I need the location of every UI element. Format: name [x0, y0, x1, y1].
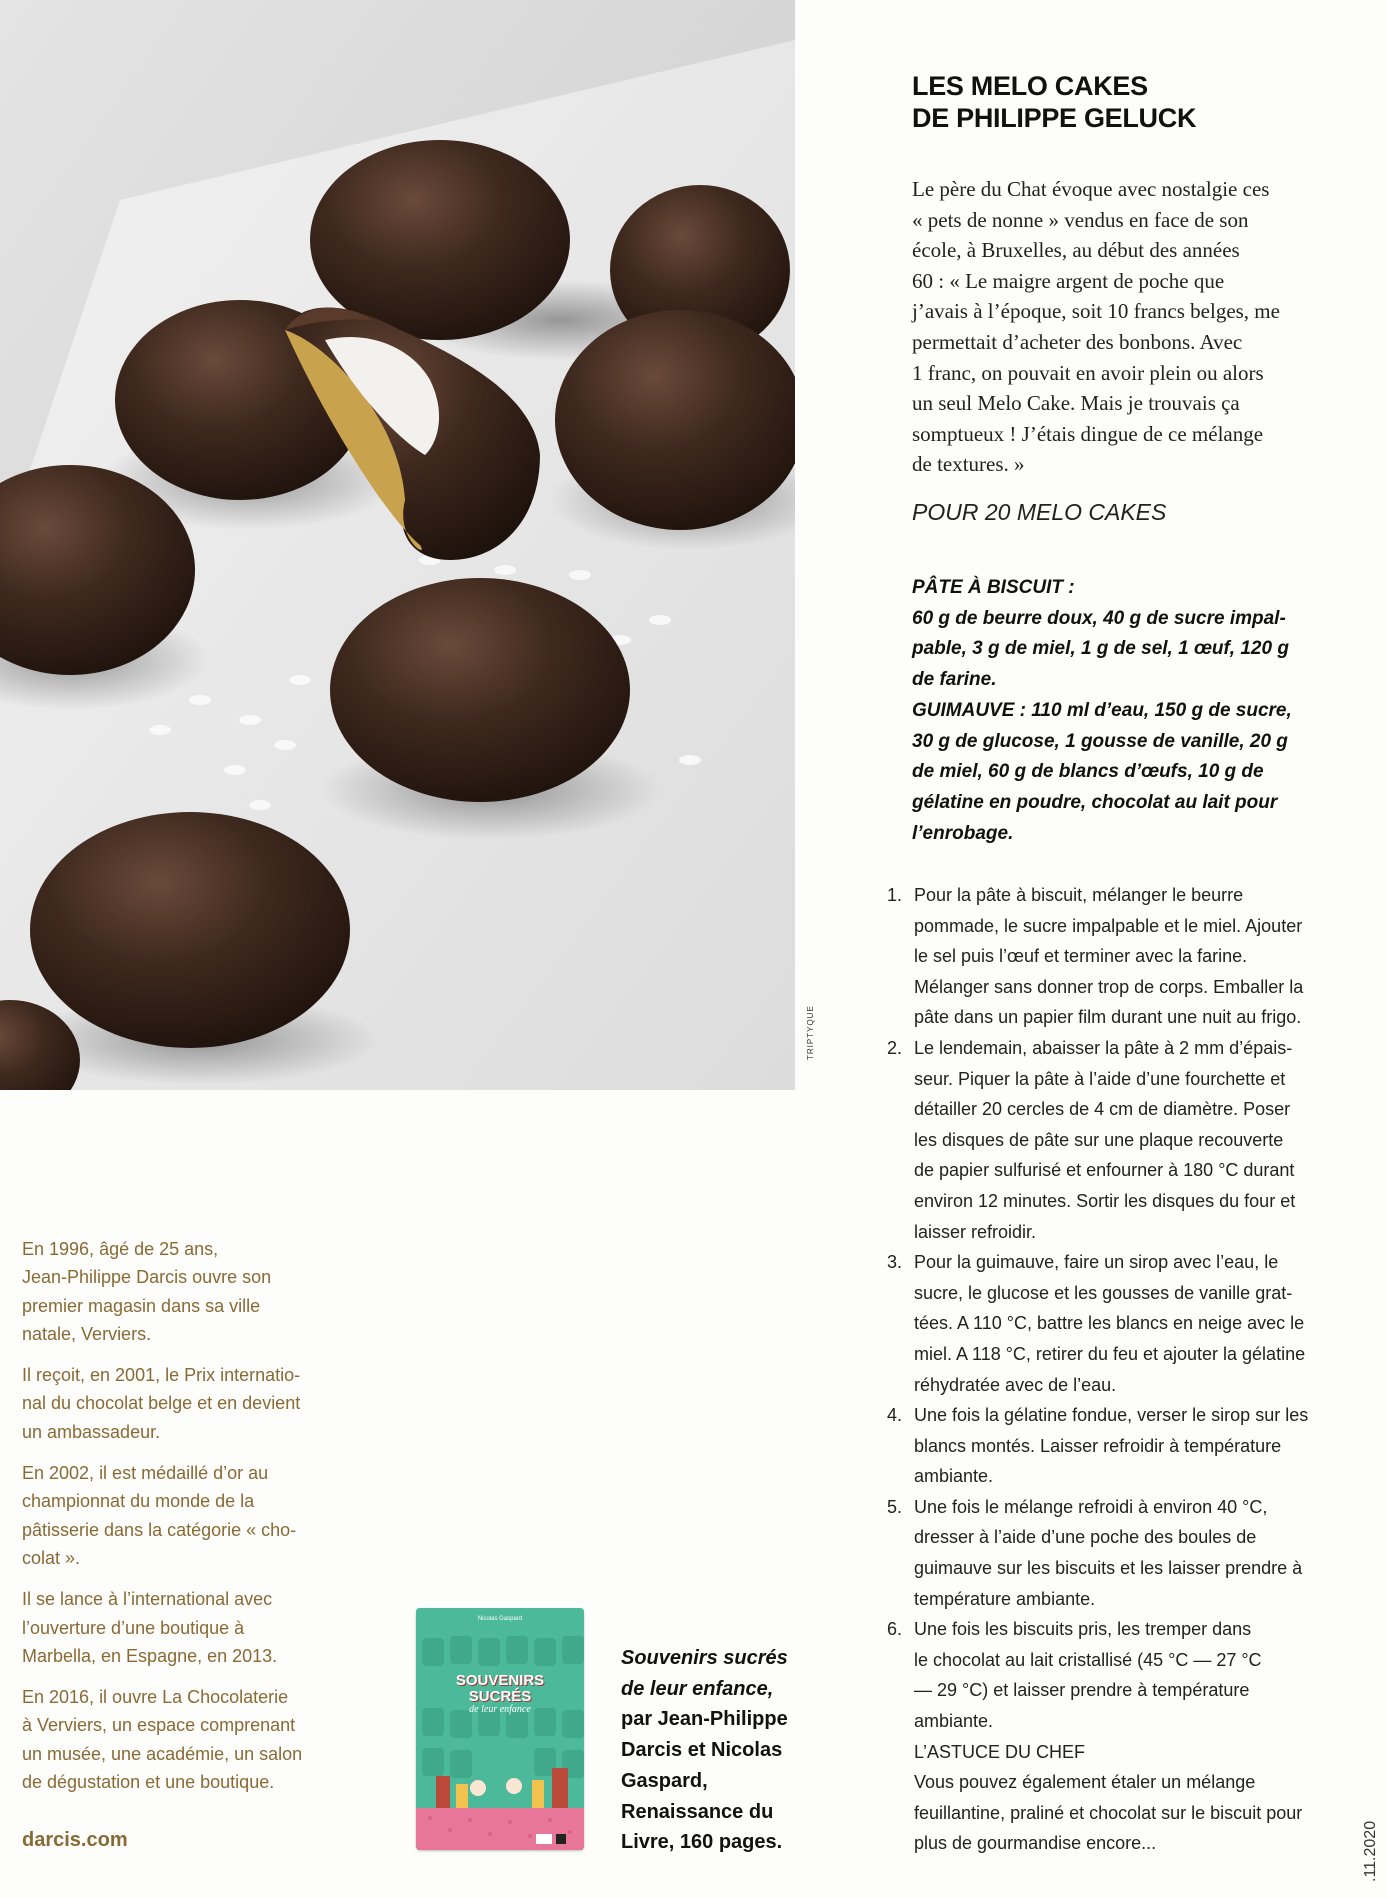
recipe-steps: [887, 880, 1357, 1859]
step-text-line: Le lendemain, abaisser la pâte à 2 mm d’épais-: [914, 1037, 1293, 1058]
book-caption: [621, 1643, 821, 1858]
bio-line: un musée, une académie, un salon: [22, 1743, 303, 1764]
bio-line: championnat du monde de la: [22, 1491, 255, 1512]
bio-line: Il reçoit, en 2001, le Prix internatio-: [22, 1365, 301, 1386]
step-text-line: seur. Piquer la pâte à l’aide d’une fourchette et: [914, 1068, 1286, 1089]
step-text-line: détailler 20 cercles de 4 cm de diamètre. Poser: [914, 1099, 1291, 1120]
edge-bleed-text: [0, 1245, 12, 1385]
step-number: 3.: [887, 1252, 903, 1273]
bio-line: En 2002, il est médaillé d’or au: [22, 1463, 269, 1484]
step-text-line: Une fois les biscuits pris, les tremper dans: [914, 1619, 1252, 1640]
ingredient-line: 60 g de beurre doux, 40 g de sucre impal-: [912, 607, 1286, 629]
ingredient-line: 30 g de glucose, 1 gousse de vanille, 20 g: [912, 730, 1288, 752]
recipe-step: [887, 1400, 1357, 1492]
ingredient-line: PÂTE À BISCUIT :: [912, 577, 1075, 598]
intro-line: permettait d’acheter des bonbons. Avec: [912, 329, 1243, 354]
intro-line: Le père du Chat évoque avec nostalgie ces: [912, 177, 1270, 201]
caption-line: par Jean-Philippe: [621, 1708, 788, 1731]
recipe-step: [887, 1247, 1357, 1400]
ingredient-line: de farine.: [912, 669, 997, 691]
step-text-line: Pour la guimauve, faire un sirop avec l’eau, le: [914, 1252, 1279, 1273]
bio-line: l’ouverture d’une boutique à: [22, 1617, 245, 1638]
intro-line: 1 franc, on pouvait en avoir plein ou alors: [912, 360, 1264, 385]
recipe-step: [887, 1033, 1357, 1247]
book-title: SUCRÉS: [468, 1688, 532, 1705]
caption-line: de leur enfance,: [621, 1677, 774, 1700]
ingredient-line: gélatine en poudre, chocolat au lait pour: [912, 791, 1278, 813]
bio-line: En 2016, il ouvre La Chocolaterie: [22, 1687, 289, 1708]
intro-line: un seul Melo Cake. Mais je trouvais ça: [912, 391, 1240, 416]
chef-tip-heading: L’ASTUCE DU CHEF: [914, 1741, 1086, 1762]
chef-tip-line: plus de gourmandise encore...: [914, 1833, 1157, 1854]
recipe-title: [912, 70, 1332, 134]
step-text-line: tées. A 110 °C, battre les blancs en neige avec le: [914, 1313, 1305, 1334]
chef-tip: [887, 1737, 1357, 1859]
intro-line: 60 : « Le maigre argent de poche que: [912, 268, 1225, 293]
recipe-intro: [912, 174, 1352, 480]
intro-line: somptueux ! J’étais dingue de ce mélange: [912, 421, 1264, 446]
caption-line: Gaspard,: [621, 1769, 708, 1792]
serving-size: POUR 20 MELO CAKES: [912, 499, 1167, 525]
step-text-line: Une fois le mélange refroidi à environ 40 °C,: [914, 1496, 1268, 1517]
website-link[interactable]: darcis.com: [22, 1829, 128, 1851]
step-text-line: Pour la pâte à biscuit, mélanger le beurre: [914, 885, 1244, 905]
book-cover: [416, 1608, 584, 1850]
caption-line: Darcis et Nicolas: [621, 1739, 783, 1762]
bio-paragraph: [22, 1683, 352, 1796]
step-text-line: laisser refroidir.: [914, 1221, 1037, 1242]
ingredients-list: [912, 573, 1362, 849]
intro-line: « pets de nonne » vendus en face de son: [912, 207, 1249, 232]
chef-bio-sidebar: [22, 1235, 352, 1809]
recipe-step: [887, 1492, 1357, 1614]
step-text-line: Mélanger sans donner trop de corps. Emballer la: [914, 976, 1304, 997]
recipe-step: [887, 1614, 1357, 1736]
ingredient-line: l’enrobage.: [912, 822, 1014, 844]
recipe-title-line: DE PHILIPPE GELUCK: [912, 103, 1197, 133]
bio-line: premier magasin dans sa ville: [22, 1295, 261, 1316]
book-author: Nicolas Gaspard: [477, 1616, 523, 1622]
step-text-line: miel. A 118 °C, retirer du feu et ajouter la gélatine: [914, 1343, 1306, 1364]
photo-credit: TRIPTYQUE: [806, 1005, 815, 1060]
step-number: 4.: [887, 1405, 903, 1426]
chef-tip-line: feuillantine, praliné et chocolat sur le biscuit pour: [914, 1802, 1303, 1823]
step-number: 6.: [887, 1619, 903, 1640]
step-text-line: le chocolat au lait cristallisé (45 °C — 27 °C: [914, 1649, 1262, 1670]
ingredient-line: pable, 3 g de miel, 1 g de sel, 1 œuf, 120 g: [912, 638, 1289, 660]
caption-line: Renaissance du: [621, 1800, 774, 1823]
book-title: SOUVENIRS: [455, 1672, 545, 1689]
step-number: 2.: [887, 1037, 903, 1058]
step-text-line: guimauve sur les biscuits et les laisser prendre à: [914, 1558, 1303, 1579]
step-text-line: Une fois la gélatine fondue, verser le sirop sur les: [914, 1405, 1309, 1426]
intro-line: école, à Bruxelles, au début des années: [912, 238, 1240, 263]
bio-line: Il se lance à l’international avec: [22, 1589, 273, 1610]
step-text-line: pâte dans un papier film durant une nuit au frigo.: [914, 1007, 1302, 1028]
ingredient-line: de miel, 60 g de blancs d’œufs, 10 g de: [912, 761, 1264, 783]
melo-cakes-photo: [0, 0, 795, 1090]
melo-cake: [330, 578, 630, 802]
step-text-line: pommade, le sucre impalpable et le miel. Ajouter: [914, 915, 1303, 936]
bio-line: En 1996, âgé de 25 ans,: [22, 1239, 219, 1259]
book-subtitle: de leur enfance: [469, 1704, 531, 1715]
chef-tip-line: Vous pouvez également étaler un mélange: [914, 1772, 1256, 1793]
step-text-line: réhydratée avec de l’eau.: [914, 1374, 1117, 1395]
intro-line: j’avais à l’époque, soit 10 francs belges, me: [912, 299, 1280, 324]
step-text-line: les disques de pâte sur une plaque recouverte: [914, 1129, 1284, 1150]
step-text-line: température ambiante.: [914, 1588, 1096, 1609]
bio-paragraph: [22, 1459, 352, 1572]
bio-paragraph: [22, 1585, 352, 1670]
step-text-line: de papier sulfurisé et enfourner à 180 °C durant: [914, 1160, 1295, 1181]
bio-line: de dégustation et une boutique.: [22, 1772, 275, 1793]
step-text-line: — 29 °C) et laisser prendre à température: [914, 1680, 1250, 1701]
step-text-line: sucre, le glucose et les gousses de vanille grat-: [914, 1282, 1293, 1303]
bio-paragraph: [22, 1361, 352, 1446]
melo-cake: [30, 812, 350, 1048]
caption-line: Souvenirs sucrés: [621, 1647, 788, 1669]
recipe-title-line: LES MELO CAKES: [912, 71, 1148, 101]
bio-line: pâtisserie dans la catégorie « cho-: [22, 1519, 297, 1540]
page-date: .11.2020: [1362, 1820, 1379, 1882]
step-text-line: environ 12 minutes. Sortir les disques du four et: [914, 1190, 1296, 1211]
step-text-line: le sel puis l’œuf et terminer avec la farine.: [914, 946, 1248, 967]
caption-line: Livre, 160 pages.: [621, 1831, 783, 1854]
bio-line: natale, Verviers.: [22, 1323, 152, 1344]
bio-line: colat ».: [22, 1547, 81, 1568]
intro-line: de textures. »: [912, 452, 1025, 477]
step-text-line: dresser à l’aide d’une poche des boules de: [914, 1527, 1257, 1548]
step-text-line: blancs montés. Laisser refroidir à température: [914, 1435, 1282, 1456]
bio-paragraph: [22, 1235, 352, 1348]
bio-line: Jean-Philippe Darcis ouvre son: [22, 1267, 272, 1288]
step-number: 5.: [887, 1496, 903, 1517]
bio-line: Marbella, en Espagne, en 2013.: [22, 1645, 278, 1666]
bio-line: nal du chocolat belge et en devient: [22, 1393, 301, 1414]
bio-line: à Verviers, un espace comprenant: [22, 1715, 296, 1736]
step-number: 1.: [887, 885, 903, 905]
bio-line: un ambassadeur.: [22, 1421, 161, 1442]
melo-cake: [555, 310, 795, 530]
recipe-step: [887, 880, 1357, 1033]
step-text-line: ambiante.: [914, 1466, 994, 1487]
ingredient-line: GUIMAUVE : 110 ml d’eau, 150 g de sucre,: [912, 699, 1292, 721]
step-text-line: ambiante.: [914, 1711, 994, 1732]
